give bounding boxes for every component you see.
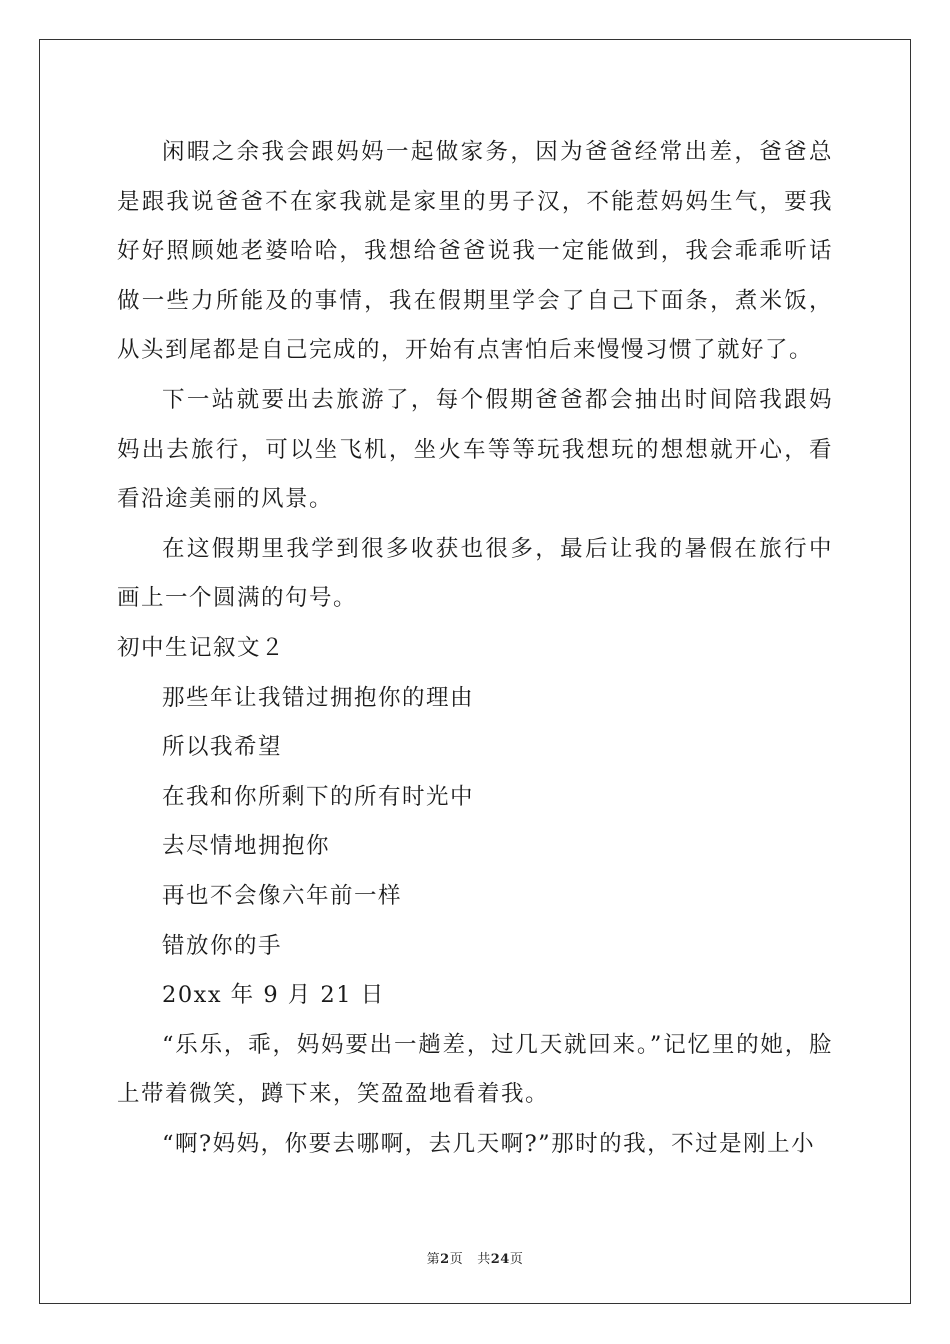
- poem-line: 去尽情地拥抱你: [162, 833, 331, 860]
- paragraph-summary: 在这假期里我学到很多收获也很多，最后让我的暑假在旅行中画上一个圆满的句号。: [117, 535, 833, 612]
- page-suffix: 页: [449, 1252, 464, 1267]
- paragraph-travel: 下一站就要出去旅游了，每个假期爸爸都会抽出时间陪我跟妈妈出去旅行，可以坐飞机，坐火车等等玩我想玩的想想就开心，看看沿途美丽的风景。: [117, 386, 833, 513]
- paragraph-dialogue-2: “啊?妈妈，你要去哪啊，去几天啊?”那时的我，不过是刚上小: [162, 1130, 816, 1157]
- date-line: 20xx 年 9 月 21 日: [162, 982, 385, 1009]
- total-prefix: 共: [477, 1252, 491, 1267]
- total-pages: 24: [490, 1252, 510, 1267]
- poem-line: 错放你的手: [162, 932, 283, 959]
- paragraph-dialogue-1: “乐乐，乖，妈妈要出一趟差，过几天就回来。”记忆里的她，脸上带着微笑，蹲下来，笑盈盈地看着我。: [117, 1031, 833, 1108]
- page-footer: [0, 1248, 950, 1267]
- document-body: [117, 128, 833, 1169]
- section-heading: 初中生记叙文２: [117, 634, 286, 661]
- page-prefix: 第: [426, 1252, 441, 1267]
- poem-line: 在我和你所剩下的所有时光中: [162, 783, 475, 810]
- poem-line: 再也不会像六年前一样: [162, 882, 403, 909]
- paragraph-housework: 闲暇之余我会跟妈妈一起做家务，因为爸爸经常出差，爸爸总是跟我说爸爸不在家我就是家里的男子汉，不能惹妈妈生气，要我好好照顾她老婆哈哈，我想给爸爸说我一定能做到，我会乖乖听话做一些力所能及的事情，我在假期里学会了自己下面条，煮米饭，从头到尾都是自己完成的，开始有点害怕后来慢慢习惯了就好了。: [117, 139, 833, 364]
- page-number: 2: [440, 1252, 450, 1267]
- total-suffix: 页: [509, 1252, 524, 1267]
- poem-line: 那些年让我错过拥抱你的理由: [162, 684, 475, 711]
- poem-line: 所以我希望: [162, 734, 283, 761]
